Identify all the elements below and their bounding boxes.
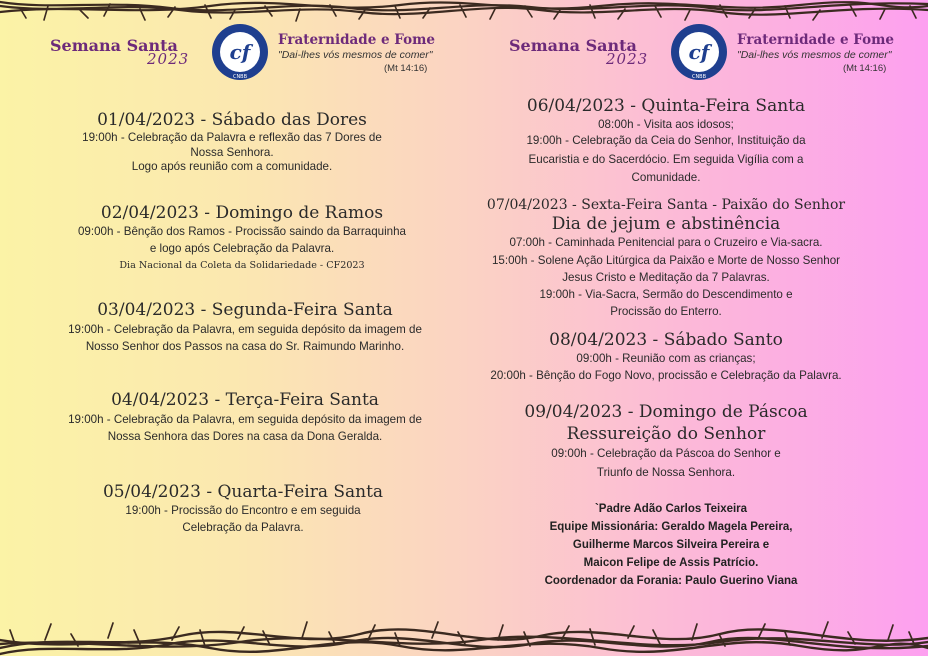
event-item bbox=[434, 402, 898, 482]
event-line: Comunidade. bbox=[631, 171, 701, 184]
semana-santa-title: Semana Santa bbox=[509, 36, 637, 55]
event-title: 06/04/2023 - Quinta-Feira Santa bbox=[526, 96, 806, 116]
signature-block bbox=[439, 500, 903, 590]
event-title: 09/04/2023 - Domingo de Páscoa bbox=[524, 402, 808, 422]
logo-cnbb-text: CNBB bbox=[691, 74, 707, 80]
signature-line: Equipe Missionária: Geraldo Magela Pereira, bbox=[549, 521, 793, 533]
event-line: 19:00h - Celebração da Palavra e reflexão das 7 Dores de bbox=[82, 131, 382, 144]
logo-cf-text: cf bbox=[229, 40, 251, 64]
event-line: 19:00h - Via-Sacra, Sermão do Descendimento e bbox=[539, 288, 793, 301]
event-line: Procissão do Enterro. bbox=[610, 305, 722, 318]
signature-line: Guilherme Marcos Silveira Pereira e bbox=[572, 539, 770, 551]
event-item bbox=[0, 203, 484, 273]
event-line: Triunfo de Nossa Senhora. bbox=[596, 465, 736, 479]
event-title: 01/04/2023 - Sábado das Dores bbox=[97, 110, 367, 130]
event-line: 09:00h - Celebração da Páscoa do Senhor e bbox=[551, 447, 781, 460]
event-line: 07:00h - Caminhada Penitencial para o Cruzeiro e Via-sacra. bbox=[509, 236, 823, 249]
event-line: 09:00h - Reunião com as crianças; bbox=[576, 352, 756, 365]
signature-line: `Padre Adão Carlos Teixeira bbox=[594, 503, 748, 515]
tema-title: Fraternidade e Fome bbox=[278, 32, 436, 48]
event-title: 07/04/2023 - Sexta-Feira Santa - Paixão do Senhor bbox=[486, 197, 846, 213]
event-item bbox=[0, 300, 490, 357]
event-line: Logo após reunião com a comunidade. bbox=[131, 160, 333, 173]
event-title: 08/04/2023 - Sábado Santo bbox=[549, 330, 783, 350]
lema-reference: (Mt 14:16) bbox=[843, 63, 887, 74]
event-item bbox=[0, 482, 486, 538]
campanha-fraternidade-logo bbox=[669, 22, 729, 82]
event-line: Nosso Senhor dos Passos na casa do Sr. Raimundo Marinho. bbox=[85, 340, 405, 353]
event-subtitle: Dia de jejum e abstinência bbox=[551, 214, 781, 234]
event-line: Eucaristia e do Sacerdócio. Em seguida Vigília com a bbox=[528, 152, 804, 166]
event-line: Celebração da Palavra. bbox=[182, 521, 304, 534]
event-title: 04/04/2023 - Terça-Feira Santa bbox=[111, 390, 379, 410]
event-title: 05/04/2023 - Quarta-Feira Santa bbox=[102, 482, 384, 502]
tema-title: Fraternidade e Fome bbox=[737, 32, 895, 48]
event-line: 19:00h - Celebração da Palavra, em seguida depósito da imagem de bbox=[68, 413, 422, 426]
event-line: 09:00h - Bênção dos Ramos - Procissão saindo da Barraquinha bbox=[77, 225, 407, 238]
event-title: 02/04/2023 - Domingo de Ramos bbox=[100, 203, 384, 223]
event-item bbox=[434, 96, 898, 188]
signature-line: Maicon Felipe de Assis Patrício. bbox=[583, 557, 759, 569]
event-title: 03/04/2023 - Segunda-Feira Santa bbox=[97, 300, 393, 320]
logo-cnbb-text: CNBB bbox=[232, 74, 248, 80]
event-note: Dia Nacional da Coleta da Solidariedade - CF2023 bbox=[119, 259, 365, 271]
logo-cf-text: cf bbox=[688, 40, 710, 64]
year-label: 2023 bbox=[606, 50, 649, 68]
event-line: 20:00h - Bênção do Fogo Novo, procissão e Celebração da Palavra. bbox=[490, 369, 842, 382]
event-line: 15:00h - Solene Ação Litúrgica da Paixão e Morte de Nosso Senhor bbox=[491, 253, 841, 267]
header bbox=[50, 28, 450, 78]
semana-santa-title: Semana Santa bbox=[50, 36, 178, 55]
lema-reference: (Mt 14:16) bbox=[384, 63, 428, 74]
right-column bbox=[464, 0, 928, 656]
event-item bbox=[434, 330, 898, 386]
event-line: 19:00h - Procissão do Encontro e em seguida bbox=[125, 504, 361, 517]
event-line: Nossa Senhora das Dores na casa da Dona Geralda. bbox=[107, 430, 383, 443]
event-line: e logo após Celebração da Palavra. bbox=[149, 242, 335, 255]
event-line: 19:00h - Celebração da Ceia do Senhor, Instituição da bbox=[526, 134, 806, 147]
signature-line: Coordenador da Forania: Paulo Guerino Viana bbox=[544, 575, 798, 587]
campanha-fraternidade-logo bbox=[210, 22, 270, 82]
year-label: 2023 bbox=[147, 50, 190, 68]
event-item bbox=[0, 390, 490, 447]
event-item bbox=[434, 196, 898, 322]
header bbox=[509, 28, 909, 78]
event-line: Nossa Senhora. bbox=[190, 145, 274, 159]
event-subtitle: Ressureição do Senhor bbox=[566, 424, 766, 444]
event-line: Jesus Cristo e Meditação da 7 Palavras. bbox=[562, 270, 770, 284]
lema-text: "Dai-lhes vós mesmos de comer" bbox=[737, 49, 892, 61]
event-line: 08:00h - Visita aos idosos; bbox=[598, 118, 734, 131]
event-line: 19:00h - Celebração da Palavra, em seguida depósito da imagem de bbox=[68, 323, 422, 336]
lema-text: "Dai-lhes vós mesmos de comer" bbox=[278, 49, 433, 61]
event-item bbox=[0, 110, 464, 175]
